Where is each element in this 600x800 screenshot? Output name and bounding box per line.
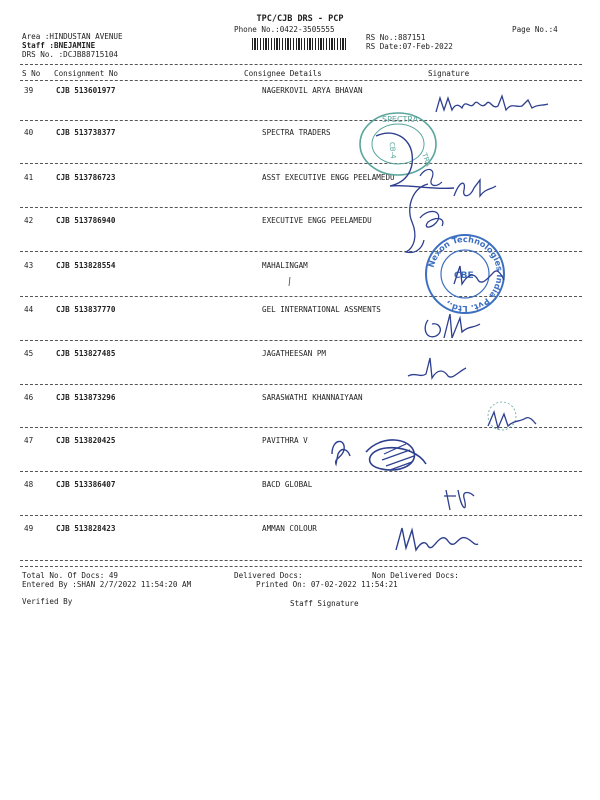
row-consignment-no: CJB 513837770 xyxy=(56,305,116,314)
scan-mark xyxy=(286,276,294,288)
verified-by: Verified By xyxy=(22,597,73,606)
row-consignee: SPECTRA TRADERS xyxy=(262,128,331,137)
row-consignee: GEL INTERNATIONAL ASSMENTS xyxy=(262,305,381,314)
row-sno: 48 xyxy=(24,480,34,489)
column-header-signature: Signature xyxy=(428,69,470,78)
total-docs: Total No. Of Docs: 49 xyxy=(22,571,119,580)
row-consignment-no: CJB 513873296 xyxy=(56,393,116,402)
entered-by: Entered By :SHAN 2/7/2022 11:54:20 AM xyxy=(22,580,192,589)
phone-number: Phone No.:0422-3505555 xyxy=(234,25,335,34)
nexon-technologies-stamp xyxy=(422,232,508,316)
row-consignee: NAGERKOVIL ARYA BHAVAN xyxy=(262,86,363,95)
row-divider xyxy=(20,251,582,252)
signature-row-49 xyxy=(392,516,482,560)
row-consignment-no: CJB 513786940 xyxy=(56,216,116,225)
row-consignment-no: CJB 513386407 xyxy=(56,480,116,489)
row-divider xyxy=(20,207,582,208)
row-consignee: JAGATHEESAN PM xyxy=(262,349,327,358)
row-consignment-no: CJB 513828423 xyxy=(56,524,116,533)
spectra-stamp-right: TRA xyxy=(420,151,433,168)
row-divider xyxy=(20,560,582,561)
table-row xyxy=(0,217,600,227)
table-row xyxy=(0,525,600,535)
column-header-consignment: Consignment No xyxy=(54,69,119,78)
area-field: Area :HINDUSTAN AVENUE xyxy=(22,32,123,41)
column-header-consignee: Consignee Details xyxy=(244,69,322,78)
row-sno: 44 xyxy=(24,305,34,314)
row-consignment-no: CJB 513601977 xyxy=(56,86,116,95)
row-sno: 45 xyxy=(24,349,34,358)
rs-date: RS Date:07-Feb-2022 xyxy=(366,42,453,51)
drs-number: DRS No. :DCJB88715104 xyxy=(22,50,119,59)
row-consignment-no: CJB 513827485 xyxy=(56,349,116,358)
staff-signature-label: Staff Signature xyxy=(290,599,359,608)
table-row xyxy=(0,350,600,360)
row-consignee: AMMAN COLOUR xyxy=(262,524,317,533)
table-row xyxy=(0,174,600,184)
row-consignee: MAHALINGAM xyxy=(262,261,308,270)
sheet-title: TPC/CJB DRS - PCP xyxy=(256,14,344,24)
row-consignee: SARASWATHI KHANNAIYAAN xyxy=(262,393,363,402)
svg-text:Nexon Technologies India Pvt. xyxy=(426,234,505,314)
row-divider xyxy=(20,427,582,428)
row-sno: 47 xyxy=(24,436,34,445)
delivered-docs: Delivered Docs: xyxy=(234,571,303,580)
row-sno: 42 xyxy=(24,216,34,225)
column-header-divider xyxy=(20,80,582,81)
row-consignment-no: CJB 513820425 xyxy=(56,436,116,445)
row-divider xyxy=(20,515,582,516)
row-sno: 39 xyxy=(24,86,34,95)
table-row xyxy=(0,87,600,97)
signature-row-46 xyxy=(476,398,540,438)
row-divider xyxy=(20,163,582,164)
table-row xyxy=(0,394,600,404)
table-row xyxy=(0,129,600,139)
staff-field: Staff :BNEJAMINE xyxy=(22,41,96,50)
row-consignee: BACD GLOBAL xyxy=(262,480,313,489)
table-row xyxy=(0,262,600,272)
row-divider xyxy=(20,384,582,385)
spectra-traders-stamp xyxy=(356,108,440,180)
row-consignee: ASST EXECUTIVE ENGG PEELAMEDU xyxy=(262,173,395,182)
row-consignment-no: CJB 513828554 xyxy=(56,261,116,270)
spectra-stamp-top: SPECTRA xyxy=(382,115,419,124)
row-sno: 40 xyxy=(24,128,34,137)
spectra-stamp-center: CB-4 xyxy=(387,141,398,159)
barcode xyxy=(252,38,348,50)
row-sno: 49 xyxy=(24,524,34,533)
row-divider xyxy=(20,296,582,297)
table-row xyxy=(0,306,600,316)
row-sno: 46 xyxy=(24,393,34,402)
nexon-stamp-center: CBE xyxy=(454,271,474,281)
printed-on: Printed On: 07-02-2022 11:54:21 xyxy=(256,580,398,589)
row-consignee: EXECUTIVE ENGG PEELAMEDU xyxy=(262,216,372,225)
table-row xyxy=(0,437,600,447)
row-sno: 41 xyxy=(24,173,34,182)
row-divider xyxy=(20,471,582,472)
row-consignee: PAVITHRA V xyxy=(262,436,308,445)
row-divider xyxy=(20,340,582,341)
rs-number: RS No.:887151 xyxy=(366,33,426,42)
header-divider xyxy=(20,64,582,65)
page-number: Page No.:4 xyxy=(512,25,558,34)
row-divider xyxy=(20,120,582,121)
column-header-sno: S No xyxy=(22,69,41,78)
table-row xyxy=(0,481,600,491)
footer-divider xyxy=(20,566,582,567)
row-consignment-no: CJB 513786723 xyxy=(56,173,116,182)
row-sno: 43 xyxy=(24,261,34,270)
row-consignment-no: CJB 513738377 xyxy=(56,128,116,137)
non-delivered-docs: Non Delivered Docs: xyxy=(372,571,459,580)
nexon-stamp-ring: Nexon Technologies India Pvt. Ltd., xyxy=(425,233,506,315)
